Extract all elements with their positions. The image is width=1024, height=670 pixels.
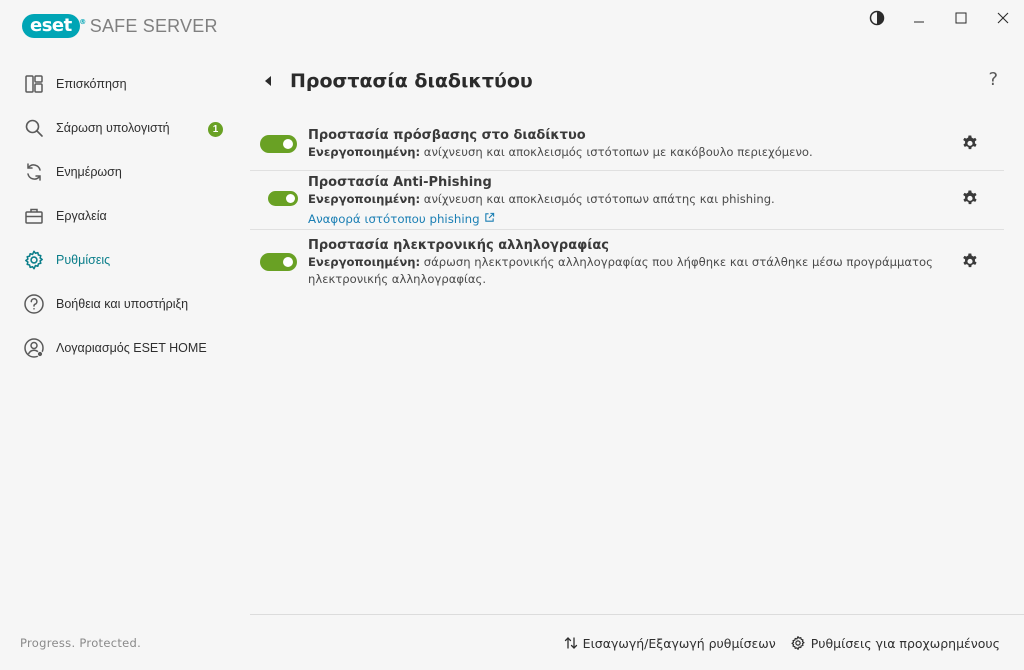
sidebar-item-label: Σάρωση υπολογιστή bbox=[56, 121, 170, 135]
import-export-label: Εισαγωγή/Εξαγωγή ρυθμίσεων bbox=[582, 635, 776, 651]
sidebar-item-eset-home-account[interactable] bbox=[0, 326, 250, 370]
sidebar bbox=[0, 0, 250, 670]
overview-icon bbox=[22, 72, 46, 96]
report-phishing-site-link[interactable] bbox=[308, 211, 495, 228]
web-access-protection-toggle[interactable] bbox=[260, 135, 297, 153]
feature-state: Ενεργοποιημένη: bbox=[308, 145, 421, 159]
status-tagline: Progress. Protected. bbox=[20, 636, 142, 650]
logo-badge-text: eset bbox=[30, 15, 72, 36]
minimize-button[interactable] bbox=[898, 0, 940, 36]
minimize-icon bbox=[913, 12, 925, 24]
gear-icon bbox=[790, 635, 806, 651]
advanced-settings-label: Ρυθμίσεις για προχωρημένους bbox=[810, 635, 1000, 651]
window-controls bbox=[856, 0, 1024, 36]
feature-row-anti-phishing bbox=[250, 171, 1004, 230]
gear-icon bbox=[961, 189, 979, 207]
sidebar-item-tools[interactable] bbox=[0, 194, 250, 238]
feature-state: Ενεργοποιημένη: bbox=[308, 255, 421, 269]
help-button[interactable]: ? bbox=[988, 69, 998, 90]
gear-icon bbox=[961, 134, 979, 152]
feature-list bbox=[250, 119, 1004, 298]
feature-description-text: ανίχνευση και αποκλεισμός ιστότοπων απάτης και phishing. bbox=[420, 192, 775, 206]
sidebar-item-overview[interactable] bbox=[0, 62, 250, 106]
feature-description bbox=[308, 144, 948, 161]
main-content bbox=[250, 0, 1024, 670]
sidebar-item-label: Ρυθμίσεις bbox=[56, 253, 111, 267]
account-icon bbox=[22, 336, 46, 360]
toggle-knob bbox=[283, 139, 293, 149]
feature-text bbox=[308, 237, 948, 288]
sidebar-item-label: Επισκόπηση bbox=[56, 77, 127, 91]
page-title: Προστασία διαδικτύου bbox=[290, 70, 533, 92]
settings-icon bbox=[22, 248, 46, 272]
help-icon bbox=[22, 292, 46, 316]
feature-description-text: ανίχνευση και αποκλεισμός ιστότοπων με κακόβουλο περιεχόμενο. bbox=[420, 145, 813, 159]
notification-badge: 1 bbox=[208, 122, 223, 137]
feature-text bbox=[308, 174, 948, 228]
sidebar-item-help-support[interactable] bbox=[0, 282, 250, 326]
feature-row-web-access-protection bbox=[250, 119, 1004, 171]
sidebar-item-settings[interactable] bbox=[0, 238, 250, 282]
feature-state: Ενεργοποιημένη: bbox=[308, 192, 421, 206]
toggle-knob bbox=[286, 194, 295, 203]
scan-icon bbox=[22, 116, 46, 140]
sidebar-item-label: Εργαλεία bbox=[56, 209, 107, 223]
anti-phishing-toggle[interactable] bbox=[268, 191, 298, 206]
toggle-knob bbox=[283, 257, 293, 267]
close-icon bbox=[997, 12, 1009, 24]
import-export-settings-button[interactable] bbox=[564, 636, 776, 651]
feature-name: Προστασία πρόσβασης στο διαδίκτυο bbox=[308, 128, 586, 143]
sidebar-item-computer-scan[interactable] bbox=[0, 106, 250, 150]
email-protection-settings-button[interactable] bbox=[960, 251, 980, 271]
sidebar-nav bbox=[0, 62, 250, 370]
feature-row-email-client-protection bbox=[250, 230, 1004, 298]
feature-text bbox=[308, 127, 948, 161]
bottom-actions bbox=[550, 635, 1000, 651]
external-link-icon bbox=[484, 211, 495, 228]
sidebar-item-label: Βοήθεια και υποστήριξη bbox=[56, 297, 189, 311]
logo-product-name: SAFE SERVER bbox=[89, 15, 218, 36]
feature-description bbox=[308, 191, 948, 208]
sidebar-item-label: Λογαριασμός ESET HOME bbox=[56, 341, 207, 355]
anti-phishing-settings-button[interactable] bbox=[960, 188, 980, 208]
web-access-protection-settings-button[interactable] bbox=[960, 133, 980, 153]
feature-description bbox=[308, 254, 948, 288]
advanced-settings-button[interactable] bbox=[790, 635, 1000, 651]
tools-icon bbox=[22, 204, 46, 228]
back-arrow-icon bbox=[264, 76, 272, 86]
feature-name: Προστασία ηλεκτρονικής αλληλογραφίας bbox=[308, 238, 610, 253]
contrast-icon bbox=[869, 10, 885, 26]
sidebar-item-update[interactable] bbox=[0, 150, 250, 194]
logo-badge: eset ® bbox=[22, 14, 80, 38]
feature-name: Προστασία Anti-Phishing bbox=[308, 175, 492, 190]
email-protection-toggle[interactable] bbox=[260, 253, 297, 271]
gear-icon bbox=[961, 252, 979, 270]
back-button[interactable] bbox=[262, 74, 274, 88]
bottom-action-bar bbox=[250, 614, 1024, 670]
theme-toggle-button[interactable] bbox=[856, 0, 898, 36]
maximize-icon bbox=[955, 12, 967, 24]
import-export-icon bbox=[564, 636, 578, 650]
eset-logo bbox=[22, 14, 218, 38]
link-text: Αναφορά ιστότοπου phishing bbox=[308, 212, 480, 226]
feature-description-text: σάρωση ηλεκτρονικής αλληλογραφίας που λήφθηκε και στάλθηκε μέσω προγράμματος ηλεκτρονικής αλληλογραφίας. bbox=[308, 255, 933, 286]
sidebar-item-label: Ενημέρωση bbox=[56, 165, 122, 179]
maximize-button[interactable] bbox=[940, 0, 982, 36]
page-header bbox=[262, 66, 1012, 96]
update-icon bbox=[22, 160, 46, 184]
close-button[interactable] bbox=[982, 0, 1024, 36]
